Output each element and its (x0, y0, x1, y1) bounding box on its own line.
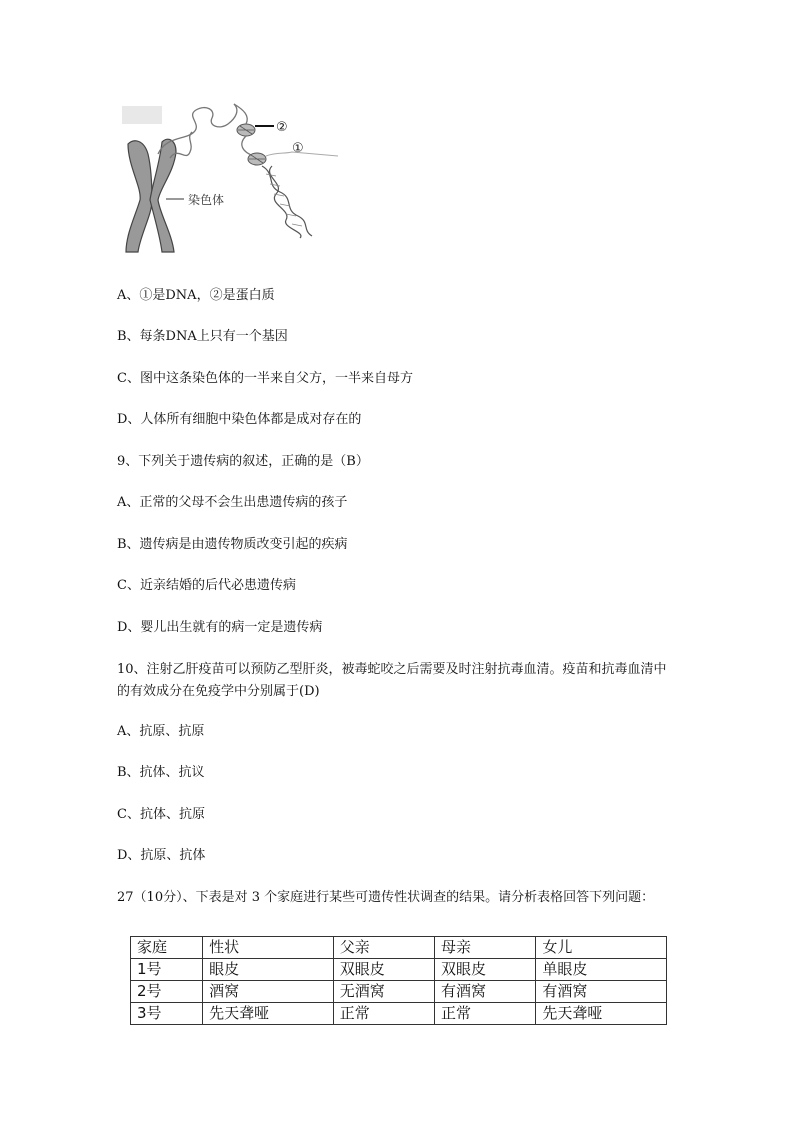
table-cell: 1号 (131, 959, 203, 981)
table-cell: 有酒窝 (435, 981, 536, 1003)
blur-patch (122, 106, 162, 124)
table-row (131, 959, 667, 981)
table-cell: 3号 (131, 1003, 203, 1025)
table-cell: 2号 (131, 981, 203, 1003)
q8-option-a: A、①是DNA，②是蛋白质 (117, 288, 275, 303)
table-row (131, 1003, 667, 1025)
chromosome-label: 染色体 (188, 193, 225, 207)
q10-option-c: C、抗体、抗原 (117, 807, 205, 822)
table-cell: 单眼皮 (536, 959, 667, 981)
table-header-cell: 性状 (203, 937, 334, 959)
table-cell: 双眼皮 (435, 959, 536, 981)
table-cell: 先天聋哑 (203, 1003, 334, 1025)
chromosome-figure (116, 96, 346, 256)
q8-option-b: B、每条DNA上只有一个基因 (117, 329, 288, 344)
q10-option-a: A、抗原、抗原 (117, 724, 205, 739)
table-cell: 先天聋哑 (536, 1003, 667, 1025)
q27-stem: 27（10分）、下表是对 3 个家庭进行某些可遗传性状调查的结果。请分析表格回答下列问题： (117, 890, 655, 905)
q10-stem: 10、注射乙肝疫苗可以预防乙型肝炎，被毒蛇咬之后需要及时注射抗毒血清。疫苗和抗毒血清中的有效成分在免疫学中分别属于(D) (117, 662, 667, 699)
q10-option-b: B、抗体、抗议 (117, 765, 205, 780)
table-cell: 有酒窝 (536, 981, 667, 1003)
q10-option-d: D、抗原、抗体 (117, 848, 206, 863)
table-header-row (131, 937, 667, 959)
table-cell: 无酒窝 (333, 981, 434, 1003)
q8-option-d: D、人体所有细胞中染色体都是成对存在的 (117, 412, 362, 427)
table-header-cell: 家庭 (131, 937, 203, 959)
dna-helix (262, 166, 312, 238)
q8-option-c: C、图中这条染色体的一半来自父方，一半来自母方 (117, 371, 413, 386)
chromosome-diagram (116, 96, 346, 256)
table-cell: 双眼皮 (333, 959, 434, 981)
marker-1: ① (292, 141, 304, 156)
q9-option-d: D、婴儿出生就有的病一定是遗传病 (117, 620, 323, 635)
q9-option-b: B、遗传病是由遗传物质改变引起的疾病 (117, 537, 348, 552)
chromosome-shape (126, 139, 176, 252)
marker-2: ② (276, 120, 288, 135)
table-cell: 眼皮 (203, 959, 334, 981)
table-cell: 正常 (333, 1003, 434, 1025)
table-cell: 正常 (435, 1003, 536, 1025)
q9-stem: 9、下列关于遗传病的叙述，正确的是（B） (117, 454, 369, 469)
table-cell: 酒窝 (203, 981, 334, 1003)
table-header-cell: 女儿 (536, 937, 667, 959)
table-row (131, 981, 667, 1003)
survey-table (130, 936, 667, 1025)
q9-option-a: A、正常的父母不会生出患遗传病的孩子 (117, 495, 348, 510)
table-header-cell: 父亲 (333, 937, 434, 959)
q9-option-c: C、近亲结婚的后代必患遗传病 (117, 578, 296, 593)
table-header-cell: 母亲 (435, 937, 536, 959)
